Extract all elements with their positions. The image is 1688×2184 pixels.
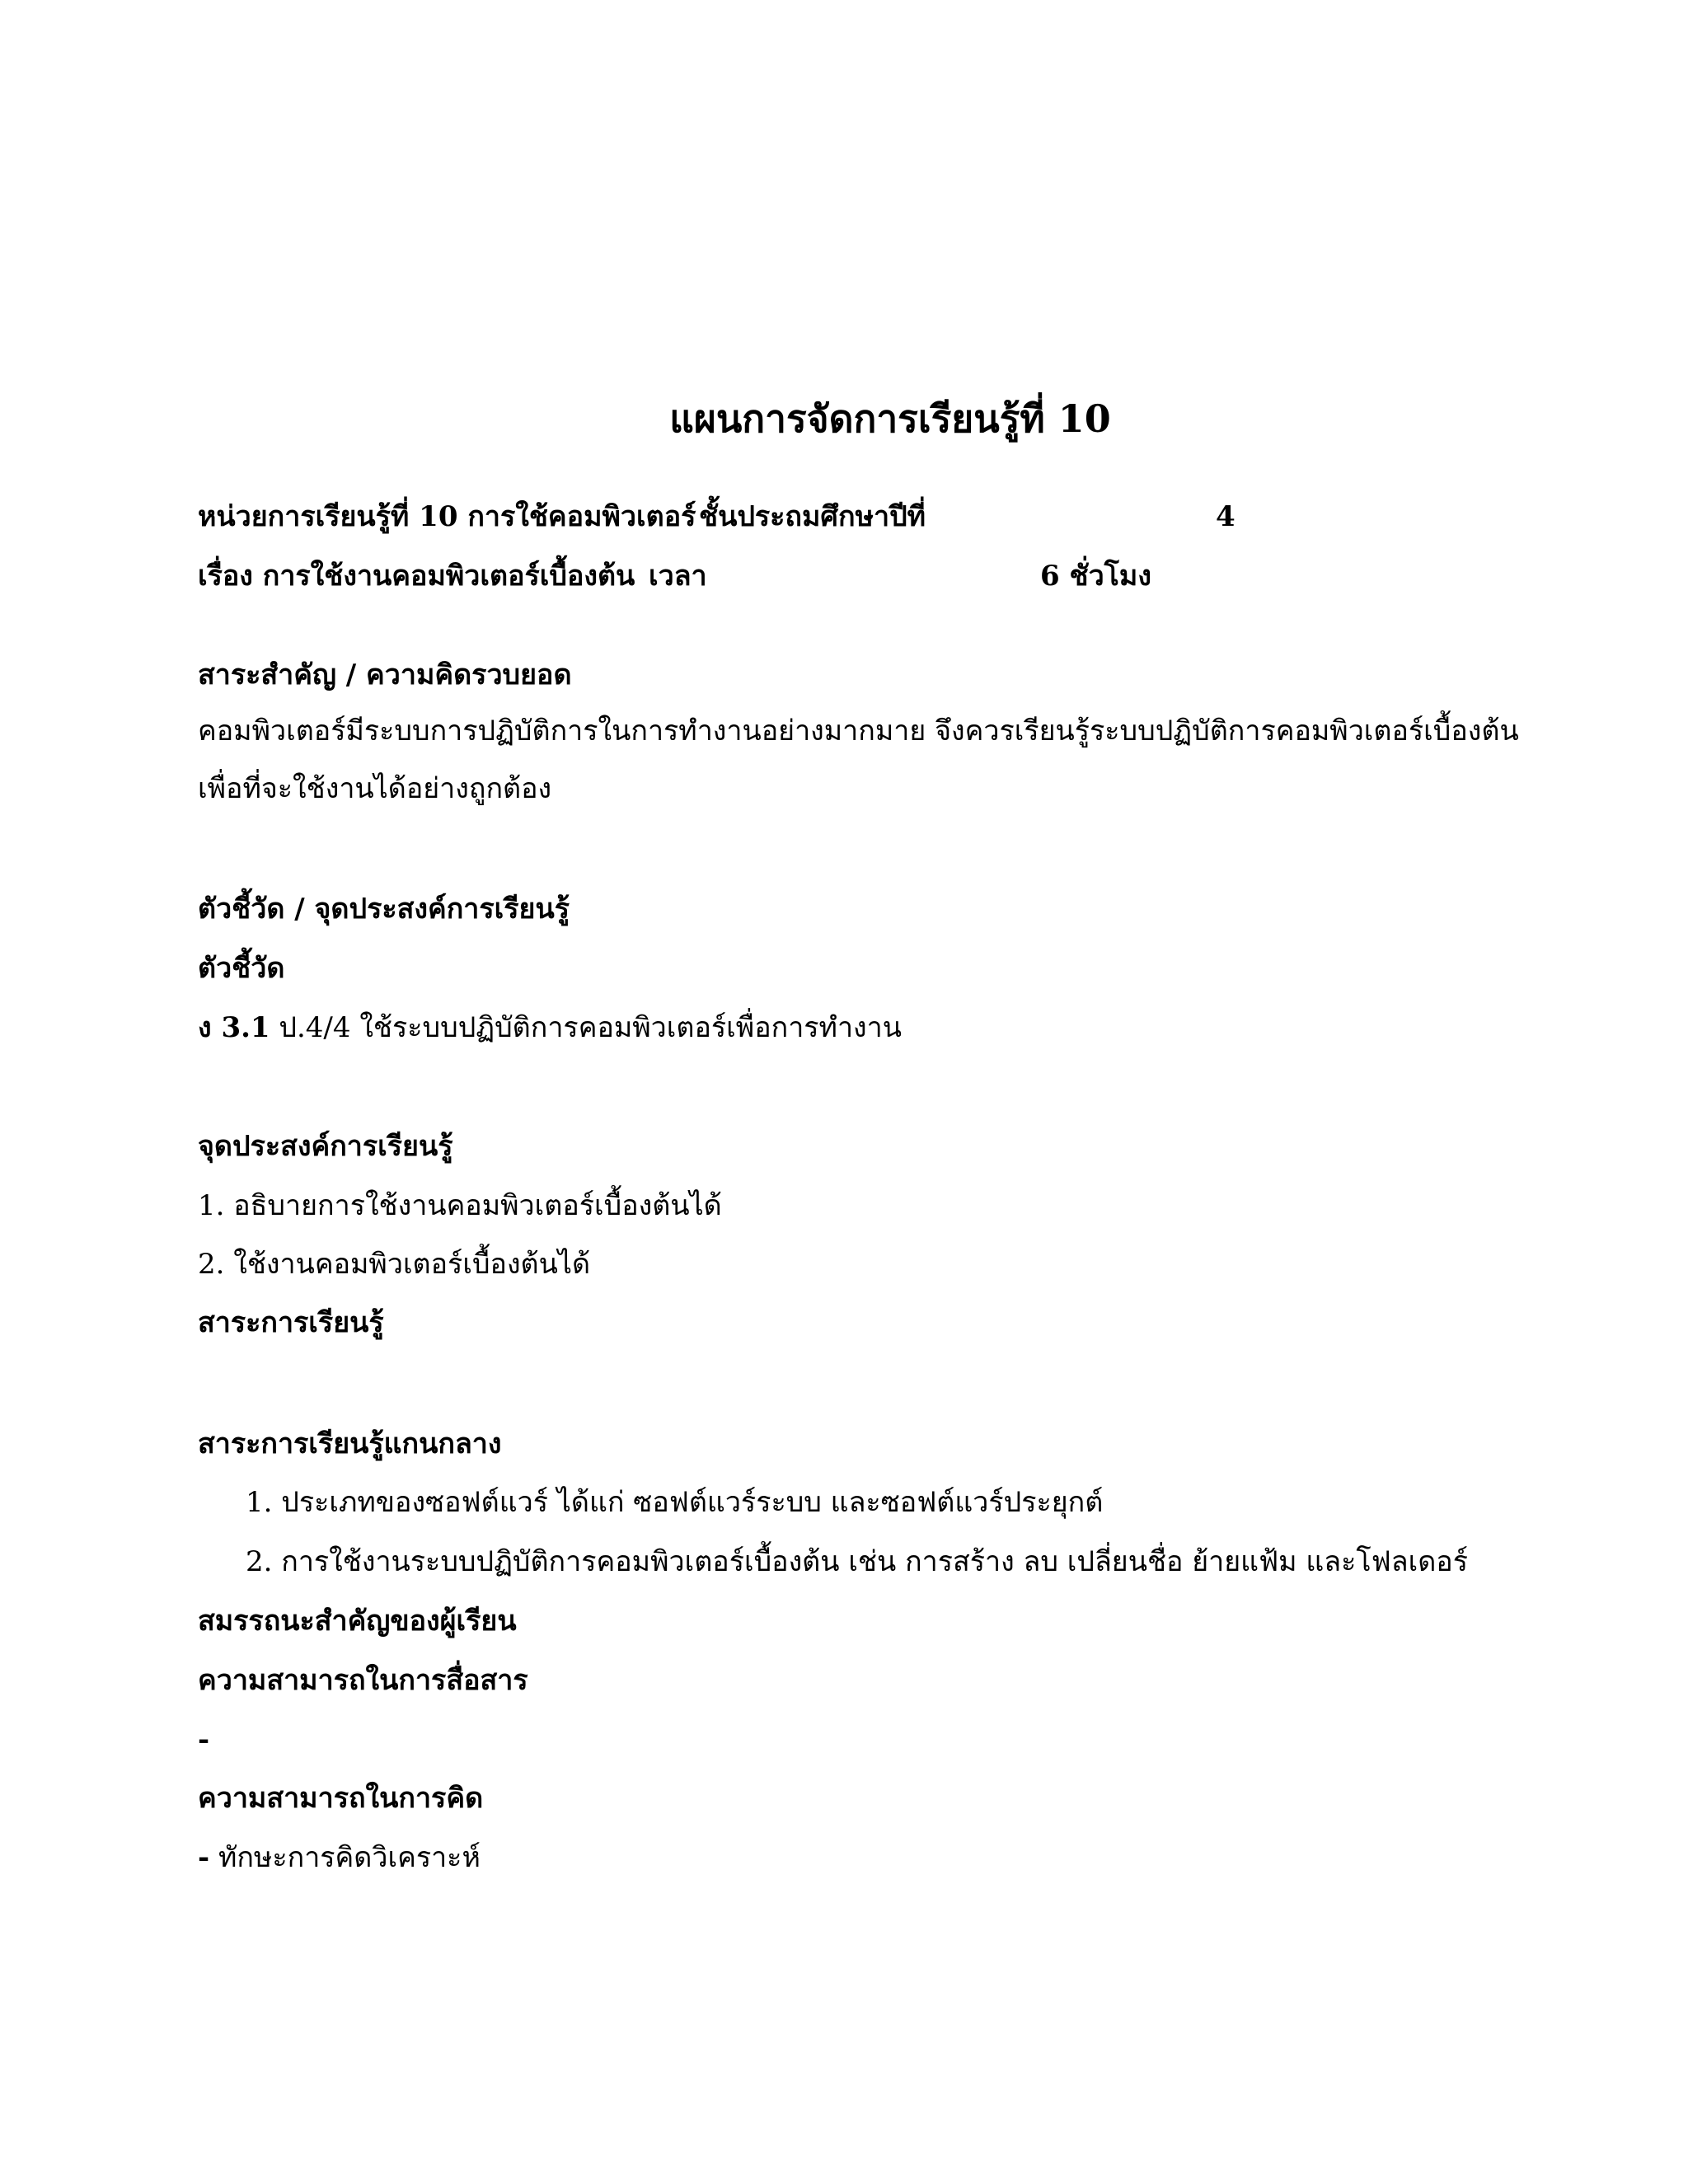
indicator-code: ง 3.1 bbox=[198, 1011, 270, 1044]
indicator-text: ป.4/4 ใช้ระบบปฏิบัติการคอมพิวเตอร์เพื่อการทำงาน bbox=[279, 1011, 902, 1044]
objective-item: 1. อธิบายการใช้งานคอมพิวเตอร์เบื้องต้นได้ bbox=[198, 1189, 722, 1222]
thinking-item bbox=[198, 1840, 481, 1876]
core-content-heading: สาระการเรียนรู้แกนกลาง bbox=[198, 1427, 502, 1460]
core-content-item: 1. ประเภทของซอฟต์แวร์ ได้แก่ ซอฟต์แวร์ระบบ และซอฟต์แวร์ประยุกต์ bbox=[246, 1486, 1104, 1519]
grade-label: ชั้นประถมศึกษาปีที่ bbox=[699, 500, 926, 533]
thinking-value: ทักษะการคิดวิเคราะห์ bbox=[218, 1841, 481, 1874]
indicators-subheading: ตัวชี้วัด bbox=[198, 952, 285, 985]
objectives-heading: จุดประสงค์การเรียนรู้ bbox=[198, 1130, 453, 1163]
core-content-item: 2. การใช้งานระบบปฏิบัติการคอมพิวเตอร์เบื้องต้น เช่น การสร้าง ลบ เปลี่ยนชื่อ ย้ายแฟ้ม และโฟลเดอร์ bbox=[246, 1545, 1468, 1578]
objective-item: 2. ใช้งานคอมพิวเตอร์เบื้องต้นได้ bbox=[198, 1248, 591, 1281]
grade-value: 4 bbox=[1216, 500, 1236, 533]
content-heading: สาระการเรียนรู้ bbox=[198, 1306, 384, 1339]
key-concept-line: คอมพิวเตอร์มีระบบการปฏิบัติการในการทำงานอย่างมากมาย จึงควรเรียนรู้ระบบปฏิบัติการคอมพิวเตอร์เบื้องต้น bbox=[198, 715, 1519, 748]
unit-label: หน่วยการเรียนรู้ที่ 10 การใช้คอมพิวเตอร์ bbox=[198, 500, 696, 533]
time-label: เวลา bbox=[649, 560, 707, 593]
thinking-dash: - bbox=[198, 1841, 210, 1874]
topic-label: เรื่อง การใช้งานคอมพิวเตอร์เบื้องต้น bbox=[198, 560, 635, 593]
key-concept-heading: สาระสำคัญ / ความคิดรวบยอด bbox=[198, 658, 572, 691]
indicator-item bbox=[198, 1010, 902, 1046]
communication-heading: ความสามารถในการสื่อสาร bbox=[198, 1664, 528, 1697]
competencies-heading: สมรรถนะสำคัญของผู้เรียน bbox=[198, 1605, 517, 1638]
key-concept-line: เพื่อที่จะใช้งานได้อย่างถูกต้อง bbox=[198, 772, 552, 805]
communication-value: - bbox=[198, 1723, 210, 1756]
thinking-heading: ความสามารถในการคิด bbox=[198, 1782, 484, 1815]
indicators-heading: ตัวชี้วัด / จุดประสงค์การเรียนรู้ bbox=[198, 893, 570, 926]
time-value: 6 ชั่วโมง bbox=[1040, 560, 1151, 593]
page-title: แผนการจัดการเรียนรู้ที่ 10 bbox=[669, 396, 1111, 441]
